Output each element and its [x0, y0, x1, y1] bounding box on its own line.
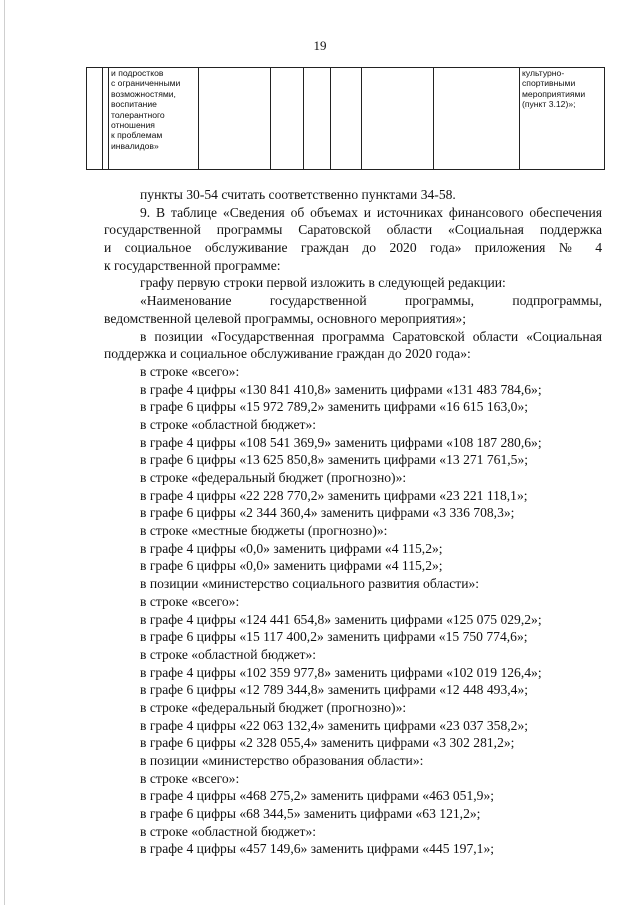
- result-line: (пункт 3.12)»;: [522, 99, 576, 110]
- description-line: отношения: [111, 120, 155, 131]
- paragraph-line: в позиции «министерство образования области»:: [140, 753, 424, 768]
- paragraph-line: в графе 6 цифры «15 972 789,2» заменить цифрами «16 615 163,0»;: [140, 399, 529, 415]
- paragraph-line: в строке «всего»:: [140, 593, 240, 609]
- scan-edge-line: [4, 0, 5, 905]
- description-line: к проблемам: [111, 130, 163, 141]
- table-cell: [362, 68, 434, 170]
- table-cell: [304, 68, 331, 170]
- paragraph-line: в графе 4 цифры «0,0» заменить цифрами «4 115,2»;: [140, 540, 443, 556]
- paragraph-line: «Наименование государственной программы, подпрограммы,: [140, 293, 602, 309]
- paragraph-line: в строке «местные бюджеты (прогнозно)»:: [140, 523, 388, 539]
- description-line: толерантного: [111, 109, 165, 120]
- description-line: возможностями,: [111, 88, 176, 99]
- paragraph-line: пункты 30-54 считать соответственно пунктами 34-58.: [140, 187, 456, 202]
- description-cell: [109, 68, 199, 170]
- paragraph-line: в позиции «министерство социального развития области»:: [140, 576, 480, 592]
- table-cell: [434, 68, 520, 170]
- paragraph-line: в графе 6 цифры «0,0» заменить цифрами «4 115,2»;: [140, 558, 443, 574]
- table-cell: [331, 68, 362, 170]
- paragraph-line: в строке «федеральный бюджет (прогнозно)»:: [140, 699, 407, 715]
- paragraph-line: в строке «областной бюджет»:: [140, 823, 317, 839]
- paragraph-line: в строке «всего»:: [140, 363, 240, 379]
- document-body: [104, 186, 602, 858]
- paragraph-line: в графе 6 цифры «13 625 850,8» заменить цифрами «13 271 761,5»;: [140, 452, 529, 468]
- paragraph-line: в графе 4 цифры «102 359 977,8» заменить цифрами «102 019 126,4»;: [140, 664, 542, 680]
- paragraph-line: в строке «федеральный бюджет (прогнозно)»:: [140, 470, 407, 485]
- paragraph-line: в графе 4 цифры «108 541 369,9» заменить цифрами «108 187 280,6»;: [140, 434, 542, 450]
- table-row: [87, 68, 605, 170]
- paragraph-line: в графе 4 цифры «22 228 770,2» заменить цифрами «23 221 118,1»;: [140, 487, 528, 503]
- paragraph-line: в графе 4 цифры «22 063 132,4» заменить цифрами «23 037 358,2»;: [140, 717, 529, 733]
- table-cell: [199, 68, 271, 170]
- paragraph-line: ведомственной целевой программы, основного мероприятия»;: [104, 310, 466, 326]
- paragraph-line: в графе 6 цифры «12 789 344,8» заменить цифрами «12 448 493,4»;: [140, 682, 529, 698]
- paragraph-line: государственной программы Саратовской области «Социальная поддержка: [104, 222, 602, 238]
- table-cell: [87, 68, 103, 170]
- result-cell: [520, 68, 605, 170]
- paragraph-line: в графе 6 цифры «2 328 055,4» заменить цифрами «3 302 281,2»;: [140, 735, 515, 751]
- paragraph-line: в графе 4 цифры «457 149,6» заменить цифрами «445 197,1»;: [140, 841, 495, 857]
- paragraph-line: в строке «всего»:: [140, 770, 240, 786]
- paragraph-line: к государственной программе:: [104, 257, 281, 273]
- page-number: 19: [313, 38, 327, 53]
- paragraph-line: в графе 6 цифры «15 117 400,2» заменить цифрами «15 750 774,6»;: [140, 629, 528, 645]
- result-line: спортивными: [522, 78, 576, 89]
- description-line: инвалидов»: [111, 140, 159, 151]
- paragraph-line: в графе 4 цифры «124 441 654,8» заменить цифрами «125 075 029,2»;: [140, 611, 542, 627]
- paragraph-line: в строке «областной бюджет»:: [140, 416, 317, 432]
- description-line: с ограниченными: [111, 78, 181, 89]
- table-cell: [271, 68, 304, 170]
- paragraph-line: поддержка и социальное обслуживание граждан до 2020 года»:: [104, 346, 471, 362]
- description-line: воспитание: [111, 99, 157, 110]
- paragraph-line: в графе 6 цифры «2 344 360,4» заменить цифрами «3 336 708,3»;: [140, 505, 515, 521]
- paragraph-line: 9. В таблице «Сведения об объемах и источниках финансового обеспечения: [140, 204, 602, 220]
- result-line: мероприятиями: [522, 88, 586, 99]
- paragraph-line: в графе 6 цифры «68 344,5» заменить цифрами «63 121,2»;: [140, 806, 481, 822]
- paragraph-line: в графе 4 цифры «468 275,2» заменить цифрами «463 051,9»;: [140, 788, 495, 804]
- paragraph-line: в позиции «Государственная программа Саратовской области «Социальная: [140, 328, 602, 344]
- paragraph-line: и социальное обслуживание граждан до 2020 года» приложения № 4: [104, 240, 602, 256]
- table-fragment: [86, 67, 605, 170]
- result-line: культурно-: [522, 68, 565, 78]
- description-line: и подростков: [111, 68, 164, 78]
- paragraph-line: графу первую строки первой изложить в следующей редакции:: [140, 275, 506, 291]
- paragraph-line: в строке «областной бюджет»:: [140, 646, 317, 662]
- paragraph-line: в графе 4 цифры «130 841 410,8» заменить цифрами «131 483 784,6»;: [140, 381, 542, 397]
